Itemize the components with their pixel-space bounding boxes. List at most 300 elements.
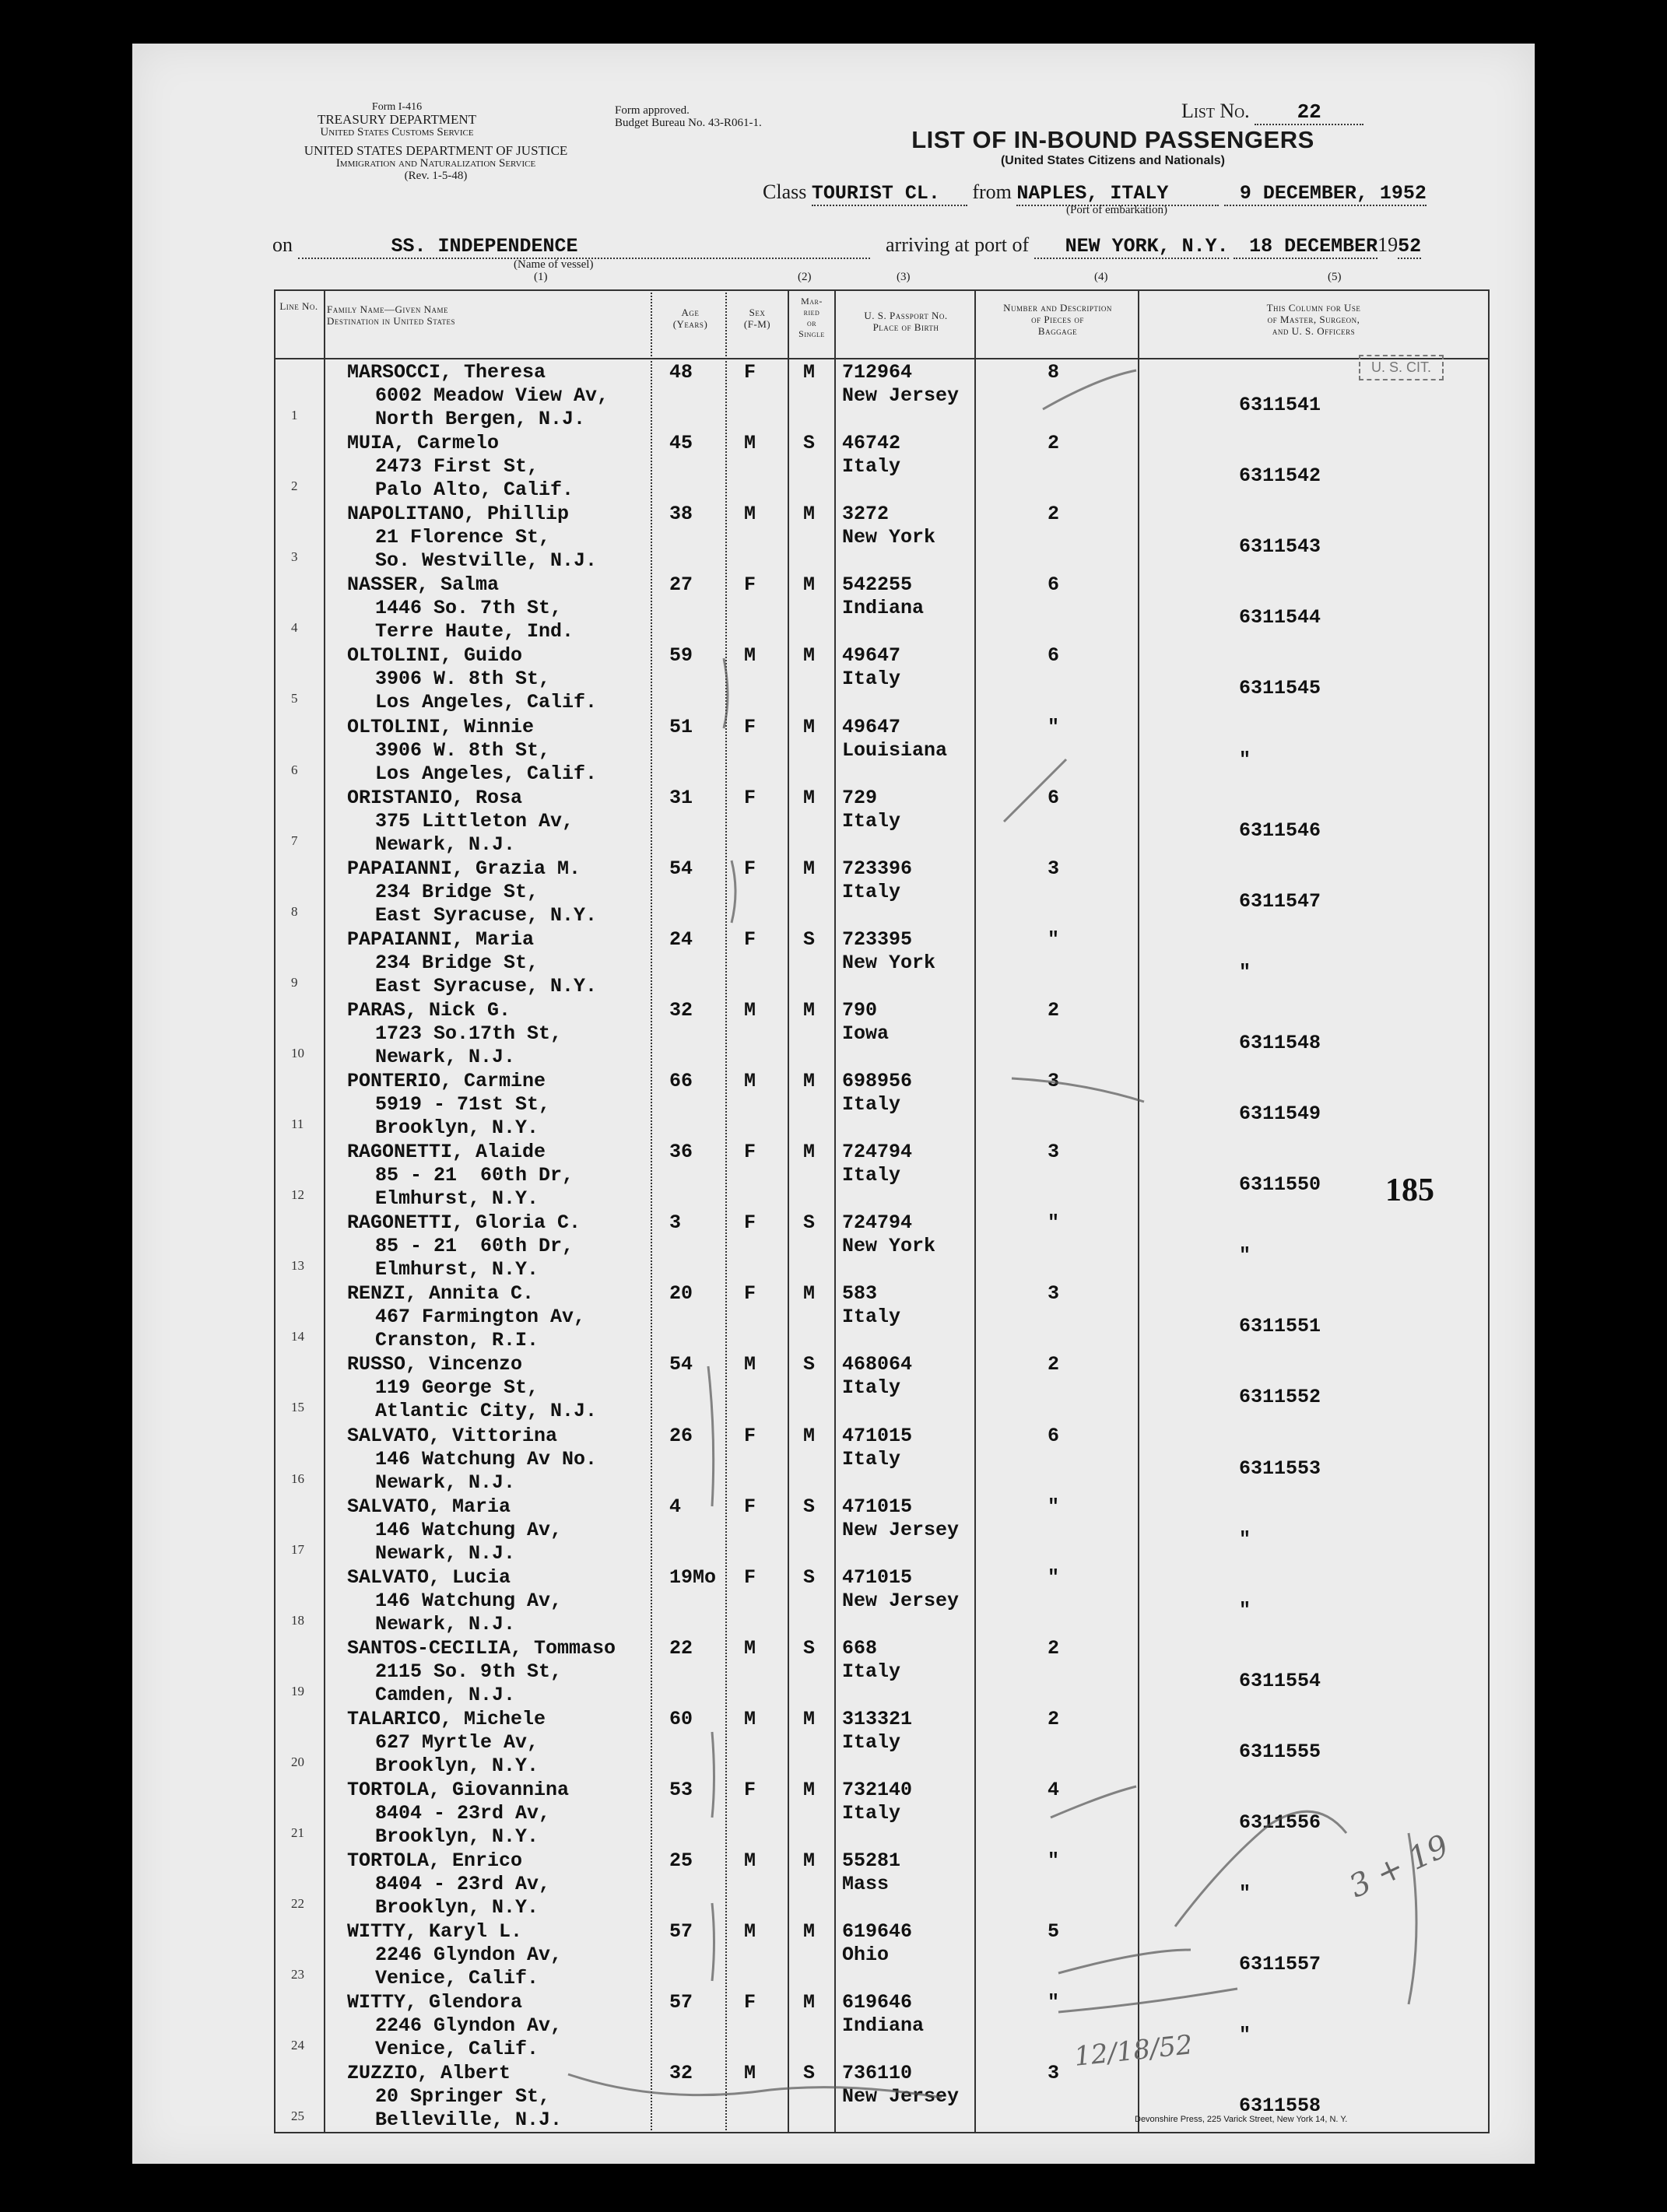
baggage-count: 6 [1048, 573, 1060, 597]
baggage-count: " [1048, 715, 1060, 738]
address-city: Newark, N.J. [375, 1045, 516, 1068]
address-city: Brooklyn, N.Y. [375, 1825, 539, 1848]
baggage-count: 5 [1048, 1920, 1060, 1944]
passenger-name: WITTY, Karyl L. [347, 1920, 523, 1944]
marital-status: M [803, 1424, 816, 1447]
address-street: 1446 So. 7th St, [375, 597, 563, 620]
col-num-4: (4) [1094, 271, 1108, 283]
sex-value: M [744, 2062, 756, 2085]
place-of-birth: Indiana [842, 2014, 925, 2038]
line-number: 22 [291, 1896, 304, 1912]
manifest-page [132, 44, 1535, 2164]
place-of-birth: Italy [842, 1306, 901, 1329]
marital-status: S [803, 1353, 816, 1376]
passenger-name: WITTY, Glendora [347, 1991, 523, 2014]
address-street: 234 Bridge St, [375, 880, 539, 903]
officer-number: " [1239, 2024, 1251, 2047]
baggage-count: " [1048, 1211, 1060, 1235]
officer-number: " [1239, 1527, 1251, 1551]
address-street: 85 - 21 60th Dr, [375, 1235, 574, 1258]
age-value: 53 [669, 1779, 693, 1801]
place-of-birth: New York [842, 1235, 936, 1258]
line-number: 6 [291, 762, 298, 777]
col-officers: This Column for Use of Master, Surgeon, and U. S. Officers [1266, 302, 1361, 337]
baggage-count: " [1048, 1565, 1060, 1589]
line-number: 3 [291, 549, 298, 565]
line-number: 5 [291, 691, 298, 706]
list-no-value: 22 [1297, 100, 1321, 124]
age-value: 59 [669, 644, 693, 668]
place-of-birth: Italy [842, 668, 901, 691]
year-suffix: 52 [1398, 235, 1422, 258]
departure-date: 9 DECEMBER, 1952 [1224, 182, 1427, 206]
place-of-birth: Italy [842, 1093, 901, 1116]
port-caption: (Port of embarkation) [1066, 204, 1167, 216]
sex-value: M [744, 1849, 756, 1873]
line-number: 12 [291, 1187, 304, 1203]
passport-number: 790 [842, 998, 878, 1022]
age-value: 66 [669, 1070, 693, 1092]
passport-number: 724794 [842, 1211, 913, 1235]
place-of-birth: Italy [842, 1164, 901, 1187]
address-street: 2115 So. 9th St, [375, 1660, 563, 1683]
officer-number: 6311542 [1239, 464, 1321, 488]
address-street: 6002 Meadow View Av, [375, 384, 609, 407]
passenger-name: RUSSO, Vincenzo [347, 1353, 523, 1376]
address-city: Elmhurst, N.Y. [375, 1258, 539, 1281]
place-of-birth: Italy [842, 455, 901, 479]
passport-number: 313321 [842, 1707, 913, 1730]
passenger-name: RAGONETTI, Gloria C. [347, 1211, 581, 1235]
officer-number: " [1239, 1598, 1251, 1621]
marital-status: M [803, 1849, 816, 1873]
line-number: 1 [291, 408, 298, 422]
sex-value: M [744, 1353, 756, 1376]
address-street: 146 Watchung Av, [375, 1518, 563, 1541]
marital-status: M [803, 644, 816, 668]
col-sex: Sex (F-M) [743, 307, 771, 330]
line-number: 24 [291, 2038, 304, 2053]
address-street: 3906 W. 8th St, [375, 668, 551, 691]
passport-number: 471015 [842, 1495, 913, 1518]
list-no-label: List No. [1181, 100, 1250, 122]
officer-number: 6311550 [1239, 1173, 1321, 1197]
passport-number: 55281 [842, 1849, 901, 1873]
age-value: 31 [669, 786, 693, 809]
form-number: Form I-416 [371, 101, 423, 113]
baggage-count: 2 [1048, 1636, 1060, 1660]
sex-value: F [744, 361, 756, 384]
place-of-birth: New Jersey [842, 2085, 960, 2109]
line-number: 25 [291, 2109, 304, 2124]
age-value: 51 [669, 715, 693, 738]
passenger-name: MUIA, Carmelo [347, 432, 500, 455]
place-of-birth: Italy [842, 1660, 901, 1683]
place-of-birth: Louisiana [842, 738, 948, 762]
passport-number: 712964 [842, 361, 913, 384]
line-number: 10 [291, 1045, 304, 1060]
address-city: Los Angeles, Calif. [375, 691, 598, 714]
place-of-birth: New York [842, 951, 936, 974]
justice-label: UNITED STATES DEPARTMENT OF JUSTICE [304, 143, 568, 158]
address-street: 3906 W. 8th St, [375, 738, 551, 762]
col-num-2: (2) [798, 271, 812, 283]
passport-number: 3272 [842, 503, 890, 526]
baggage-count: " [1048, 927, 1060, 951]
age-value: 22 [669, 1636, 693, 1660]
officer-number: 6311552 [1239, 1386, 1321, 1409]
line-number: 20 [291, 1754, 304, 1769]
officer-number: 6311544 [1239, 606, 1321, 629]
age-value: 36 [669, 1141, 693, 1164]
vessel-caption: (Name of vessel) [514, 258, 594, 271]
officer-number: " [1239, 960, 1251, 983]
address-street: 21 Florence St, [375, 526, 551, 549]
place-of-birth: Italy [842, 880, 901, 903]
age-value: 54 [669, 1353, 693, 1376]
col-num-3: (3) [897, 271, 911, 283]
officer-number: 6311543 [1239, 535, 1321, 559]
baggage-count: 2 [1048, 998, 1060, 1022]
line-number: 17 [291, 1541, 304, 1557]
officer-number: 6311556 [1239, 1811, 1321, 1834]
address-city: Los Angeles, Calif. [375, 762, 598, 785]
passenger-name: SALVATO, Lucia [347, 1565, 511, 1589]
passenger-name: TALARICO, Michele [347, 1707, 546, 1730]
col-name: Family Name—Given Name Destination in United States [327, 303, 456, 327]
passenger-name: MARSOCCI, Theresa [347, 361, 546, 384]
address-city: Atlantic City, N.J. [375, 1400, 598, 1423]
from-value: NAPLES, ITALY [1016, 182, 1219, 206]
line-number: 13 [291, 1258, 304, 1274]
officer-number: 6311546 [1239, 819, 1321, 842]
age-value: 45 [669, 432, 693, 455]
sex-value: M [744, 644, 756, 668]
place-of-birth: Iowa [842, 1022, 890, 1045]
address-city: Brooklyn, N.Y. [375, 1117, 539, 1139]
line-number: 7 [291, 833, 298, 848]
vessel-name: SS. INDEPENDENCE [391, 235, 578, 258]
hand-note: 3 + 19 [1343, 1828, 1455, 1905]
marital-status: S [803, 927, 816, 951]
passport-number: 46742 [842, 432, 901, 455]
passport-number: 619646 [842, 1991, 913, 2014]
baggage-count: 6 [1048, 1424, 1060, 1447]
passport-number: 619646 [842, 1920, 913, 1944]
sex-value: F [744, 1282, 756, 1306]
passenger-name: ORISTANIO, Rosa [347, 786, 523, 809]
marital-status: M [803, 1141, 816, 1164]
address-city: North Bergen, N.J. [375, 408, 586, 430]
sex-value: F [744, 857, 756, 880]
marital-status: M [803, 1282, 816, 1306]
address-city: Brooklyn, N.Y. [375, 1754, 539, 1777]
place-of-birth: New Jersey [842, 1518, 960, 1541]
officer-number: 6311553 [1239, 1457, 1321, 1480]
baggage-count: " [1048, 1991, 1060, 2014]
line-number: 15 [291, 1400, 304, 1415]
age-value: 57 [669, 1920, 693, 1944]
address-street: 2246 Glyndon Av, [375, 1944, 563, 1967]
place-of-birth: Italy [842, 1730, 901, 1754]
address-city: So. Westville, N.J. [375, 549, 598, 573]
address-street: 467 Farmington Av, [375, 1306, 586, 1329]
marital-status: M [803, 1707, 816, 1730]
address-street: 2473 First St, [375, 455, 539, 479]
sex-value: F [744, 927, 756, 951]
line-number: 2 [291, 479, 298, 494]
passport-number: 542255 [842, 573, 913, 597]
age-value: 19Mo [669, 1565, 717, 1589]
address-city: Brooklyn, N.Y. [375, 1896, 539, 1919]
sex-value: F [744, 786, 756, 809]
us-cit-stamp: U. S. CIT. [1359, 355, 1444, 380]
marital-status: S [803, 1565, 816, 1589]
officer-number: " [1239, 748, 1251, 771]
passport-number: 471015 [842, 1424, 913, 1447]
address-city: Cranston, R.I. [375, 1329, 539, 1352]
passenger-name: PAPAIANNI, Grazia M. [347, 857, 581, 880]
address-street: 146 Watchung Av, [375, 1589, 563, 1612]
place-of-birth: New Jersey [842, 384, 960, 407]
marital-status: M [803, 361, 816, 384]
passport-number: 724794 [842, 1141, 913, 1164]
passenger-name: SANTOS-CECILIA, Tommaso [347, 1636, 616, 1660]
address-city: Newark, N.J. [375, 833, 516, 856]
approved-label: Form approved. [615, 104, 690, 117]
sex-value: F [744, 1495, 756, 1518]
passenger-name: SALVATO, Vittorina [347, 1424, 558, 1447]
col-num-5: (5) [1328, 271, 1342, 283]
ins-label: Immigration and Naturalization Service [335, 157, 536, 170]
officer-number: 6311555 [1239, 1740, 1321, 1763]
line-number: 9 [291, 974, 298, 990]
passport-number: 723396 [842, 857, 913, 880]
passport-number: 729 [842, 786, 878, 809]
baggage-count: 4 [1048, 1779, 1060, 1801]
address-street: 8404 - 23rd Av, [375, 1873, 551, 1896]
passport-number: 723395 [842, 927, 913, 951]
address-city: Venice, Calif. [375, 2038, 539, 2061]
officer-number: 6311558 [1239, 2095, 1321, 2118]
arrival-port: NEW YORK, N.Y. [1034, 235, 1229, 259]
line-number: 23 [291, 1967, 304, 1982]
marital-status: M [803, 998, 816, 1022]
passport-number: 732140 [842, 1779, 913, 1801]
line-number: 16 [291, 1471, 304, 1486]
officer-number: 6311549 [1239, 1102, 1321, 1125]
baggage-count: 8 [1048, 361, 1060, 384]
officer-number: " [1239, 1882, 1251, 1905]
hand-date: 12/18/52 [1072, 2029, 1195, 2073]
address-city: Newark, N.J. [375, 1471, 516, 1494]
address-street: 627 Myrtle Av, [375, 1730, 539, 1754]
address-city: Belleville, N.J. [375, 2109, 563, 2132]
printer-footer: Devonshire Press, 225 Varick Street, New York 14, N. Y. [1135, 2115, 1348, 2124]
budget-label: Budget Bureau No. 43-R061-1. [615, 117, 762, 129]
age-value: 54 [669, 857, 693, 880]
passenger-name: RAGONETTI, Alaide [347, 1141, 546, 1164]
marital-status: S [803, 1211, 816, 1235]
passenger-name: PARAS, Nick G. [347, 998, 511, 1022]
marital-status: M [803, 786, 816, 809]
year-prefix: 19 [1377, 233, 1399, 256]
line-number: 21 [291, 1825, 304, 1840]
age-value: 27 [669, 573, 693, 597]
pencil-marks [132, 44, 1535, 2164]
sex-value: M [744, 1070, 756, 1092]
baggage-count: 3 [1048, 1141, 1060, 1164]
passenger-name: TORTOLA, Giovannina [347, 1779, 570, 1801]
age-value: 38 [669, 503, 693, 526]
address-street: 234 Bridge St, [375, 951, 539, 974]
treasury-label: TREASURY DEPARTMENT [317, 112, 477, 127]
sex-value: F [744, 1211, 756, 1235]
officer-number: 6311547 [1239, 889, 1321, 913]
address-street: 2246 Glyndon Av, [375, 2014, 563, 2038]
from-label: from [972, 181, 1012, 203]
page-number: 185 [1385, 1173, 1434, 1208]
officer-number: 6311554 [1239, 1669, 1321, 1692]
customs-label: United States Customs Service [320, 126, 474, 138]
main-title: LIST OF IN-BOUND PASSENGERS [911, 126, 1314, 153]
place-of-birth: New Jersey [842, 1589, 960, 1612]
col-line-no: Line No. [279, 300, 318, 312]
line-number: 18 [291, 1612, 304, 1628]
address-street: 119 George St, [375, 1376, 539, 1400]
passport-number: 698956 [842, 1070, 913, 1092]
revision-label: (Rev. 1-5-48) [404, 170, 468, 182]
address-city: Palo Alto, Calif. [375, 479, 574, 502]
marital-status: M [803, 503, 816, 526]
baggage-count: 3 [1048, 1282, 1060, 1306]
address-city: East Syracuse, N.Y. [375, 903, 598, 927]
on-label: on [272, 233, 293, 256]
age-value: 26 [669, 1424, 693, 1447]
age-value: 20 [669, 1282, 693, 1306]
address-city: East Syracuse, N.Y. [375, 974, 598, 997]
col-passport: U. S. Passport No. Place of Birth [864, 310, 948, 333]
marital-status: M [803, 1920, 816, 1944]
passport-number: 468064 [842, 1353, 913, 1376]
sex-value: M [744, 1707, 756, 1730]
col-num-1: (1) [534, 271, 548, 283]
marital-status: M [803, 1991, 816, 2014]
place-of-birth: Italy [842, 1376, 901, 1400]
address-street: 375 Littleton Av, [375, 809, 574, 833]
passenger-name: PONTERIO, Carmine [347, 1070, 546, 1092]
class-label: Class [763, 181, 807, 203]
passport-number: 583 [842, 1282, 878, 1306]
passenger-name: PAPAIANNI, Maria [347, 927, 535, 951]
marital-status: M [803, 1779, 816, 1801]
baggage-count: 2 [1048, 432, 1060, 455]
baggage-count: 3 [1048, 857, 1060, 880]
age-value: 4 [669, 1495, 682, 1518]
passport-number: 668 [842, 1636, 878, 1660]
sex-value: M [744, 503, 756, 526]
line-number: 19 [291, 1683, 304, 1698]
address-city: Venice, Calif. [375, 1967, 539, 1990]
marital-status: M [803, 857, 816, 880]
officer-number: 6311541 [1239, 394, 1321, 416]
officer-number: 6311551 [1239, 1315, 1321, 1338]
sex-value: F [744, 1565, 756, 1589]
sex-value: M [744, 1636, 756, 1660]
passenger-name: NAPOLITANO, Phillip [347, 503, 570, 526]
place-of-birth: Italy [842, 1802, 901, 1825]
passenger-name: OLTOLINI, Guido [347, 644, 523, 668]
sub-title: (United States Citizens and Nationals) [1000, 154, 1226, 167]
passenger-name: RENZI, Annita C. [347, 1282, 535, 1306]
address-street: 20 Springer St, [375, 2085, 551, 2109]
col-age: Age (Years) [672, 307, 708, 330]
class-value: TOURIST CL. [812, 182, 967, 206]
baggage-count: " [1048, 1495, 1060, 1518]
marital-status: S [803, 1495, 816, 1518]
sex-value: F [744, 573, 756, 597]
baggage-count: 2 [1048, 1353, 1060, 1376]
line-number: 14 [291, 1329, 304, 1344]
place-of-birth: New York [842, 526, 936, 549]
age-value: 32 [669, 2062, 693, 2085]
age-value: 32 [669, 998, 693, 1022]
baggage-count: 6 [1048, 786, 1060, 809]
passenger-name: TORTOLA, Enrico [347, 1849, 523, 1873]
col-married: Mar- ried or Single [798, 296, 825, 339]
passport-number: 736110 [842, 2062, 913, 2085]
col-baggage: Number and Description of Pieces of Baggage [1003, 302, 1112, 337]
sex-value: F [744, 1141, 756, 1164]
address-city: Terre Haute, Ind. [375, 620, 574, 643]
marital-status: S [803, 2062, 816, 2085]
marital-status: S [803, 432, 816, 455]
age-value: 57 [669, 1991, 693, 2014]
arriving-label: arriving at port of [886, 233, 1030, 256]
arrival-date: 18 DECEMBER [1234, 235, 1377, 259]
place-of-birth: Mass [842, 1873, 890, 1896]
officer-number: 6311557 [1239, 1953, 1321, 1976]
sex-value: M [744, 1920, 756, 1944]
address-city: Newark, N.J. [375, 1541, 516, 1565]
baggage-count: 3 [1048, 1070, 1060, 1092]
officer-number: 6311545 [1239, 677, 1321, 700]
place-of-birth: Italy [842, 809, 901, 833]
baggage-count: 2 [1048, 1707, 1060, 1730]
place-of-birth: Ohio [842, 1944, 890, 1967]
baggage-count: 2 [1048, 503, 1060, 526]
officer-number: 6311548 [1239, 1031, 1321, 1054]
marital-status: M [803, 1070, 816, 1092]
address-street: 85 - 21 60th Dr, [375, 1164, 574, 1187]
passenger-name: ZUZZIO, Albert [347, 2062, 511, 2085]
sex-value: M [744, 432, 756, 455]
address-street: 1723 So.17th St, [375, 1022, 563, 1045]
baggage-count: " [1048, 1849, 1060, 1873]
age-value: 48 [669, 361, 693, 384]
age-value: 25 [669, 1849, 693, 1873]
passenger-name: OLTOLINI, Winnie [347, 715, 535, 738]
address-street: 8404 - 23rd Av, [375, 1802, 551, 1825]
age-value: 24 [669, 927, 693, 951]
sex-value: M [744, 998, 756, 1022]
marital-status: M [803, 715, 816, 738]
passenger-name: NASSER, Salma [347, 573, 500, 597]
passport-number: 471015 [842, 1565, 913, 1589]
marital-status: M [803, 573, 816, 597]
address-city: Camden, N.J. [375, 1683, 516, 1706]
line-number: 8 [291, 903, 298, 919]
